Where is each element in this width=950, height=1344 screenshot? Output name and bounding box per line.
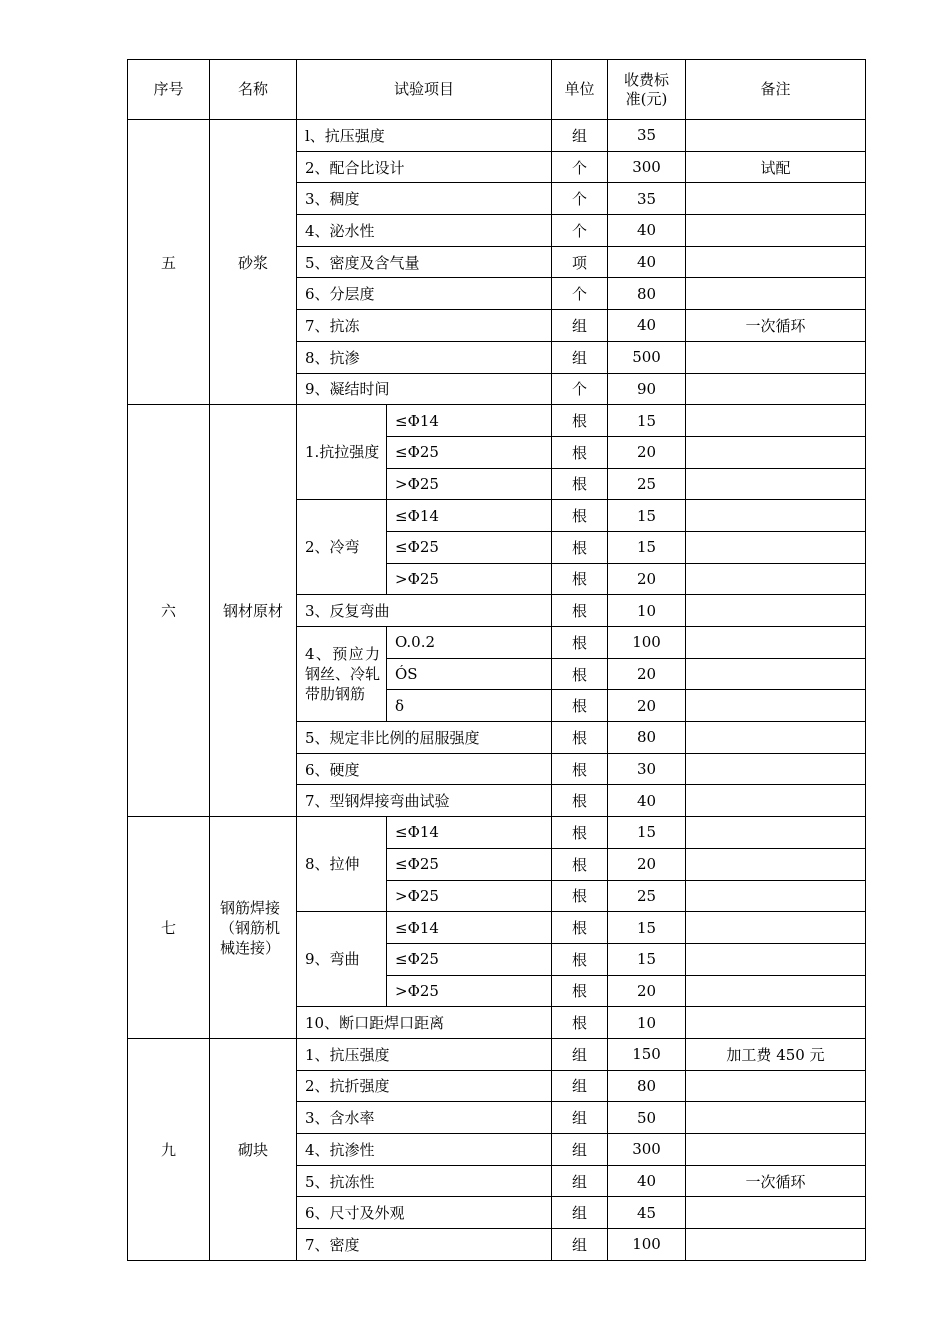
unit-cell: 组 bbox=[552, 120, 608, 152]
note-cell bbox=[686, 1007, 866, 1039]
fee-cell: 35 bbox=[608, 183, 686, 215]
fee-cell: 150 bbox=[608, 1038, 686, 1070]
unit-cell: 组 bbox=[552, 1102, 608, 1134]
note-cell bbox=[686, 1070, 866, 1102]
note-cell bbox=[686, 627, 866, 659]
fee-cell: 90 bbox=[608, 373, 686, 405]
unit-cell: 组 bbox=[552, 1229, 608, 1261]
unit-cell: 根 bbox=[552, 468, 608, 500]
fee-cell: 20 bbox=[608, 563, 686, 595]
header-item: 试验项目 bbox=[297, 60, 552, 120]
fee-cell: 15 bbox=[608, 405, 686, 437]
unit-cell: 根 bbox=[552, 880, 608, 912]
note-cell bbox=[686, 500, 866, 532]
fee-cell: 45 bbox=[608, 1197, 686, 1229]
unit-cell: 根 bbox=[552, 975, 608, 1007]
header-note: 备注 bbox=[686, 60, 866, 120]
fee-cell: 40 bbox=[608, 785, 686, 817]
unit-cell: 组 bbox=[552, 1165, 608, 1197]
test-item-group: 2、冷弯 bbox=[297, 500, 387, 595]
note-cell bbox=[686, 975, 866, 1007]
note-cell bbox=[686, 690, 866, 722]
fee-cell: 40 bbox=[608, 310, 686, 342]
note-cell bbox=[686, 373, 866, 405]
fee-cell: 20 bbox=[608, 848, 686, 880]
note-cell bbox=[686, 246, 866, 278]
fee-cell: 20 bbox=[608, 436, 686, 468]
note-cell bbox=[686, 531, 866, 563]
fee-cell: 100 bbox=[608, 627, 686, 659]
test-item-group: 9、弯曲 bbox=[297, 912, 387, 1007]
test-item-group: 4、预应力钢丝、冷轧带肋钢筋 bbox=[297, 627, 387, 722]
unit-cell: 根 bbox=[552, 785, 608, 817]
fee-cell: 15 bbox=[608, 912, 686, 944]
fee-cell: 80 bbox=[608, 1070, 686, 1102]
fee-cell: 100 bbox=[608, 1229, 686, 1261]
note-cell bbox=[686, 341, 866, 373]
spec-cell: ≤Φ25 bbox=[387, 531, 552, 563]
header-seq: 序号 bbox=[128, 60, 210, 120]
unit-cell: 组 bbox=[552, 310, 608, 342]
section-seq: 五 bbox=[128, 120, 210, 405]
spec-cell: >Φ25 bbox=[387, 468, 552, 500]
unit-cell: 组 bbox=[552, 341, 608, 373]
test-item: 6、分层度 bbox=[297, 278, 552, 310]
header-fee: 收费标准(元) bbox=[608, 60, 686, 120]
unit-cell: 根 bbox=[552, 658, 608, 690]
unit-cell: 根 bbox=[552, 405, 608, 437]
note-cell bbox=[686, 183, 866, 215]
note-cell bbox=[686, 785, 866, 817]
fee-cell: 10 bbox=[608, 1007, 686, 1039]
fee-cell: 20 bbox=[608, 658, 686, 690]
fee-cell: 500 bbox=[608, 341, 686, 373]
unit-cell: 个 bbox=[552, 215, 608, 247]
note-cell bbox=[686, 563, 866, 595]
note-cell bbox=[686, 1229, 866, 1261]
test-item: 7、抗冻 bbox=[297, 310, 552, 342]
note-cell bbox=[686, 753, 866, 785]
section-seq: 六 bbox=[128, 405, 210, 817]
note-cell bbox=[686, 658, 866, 690]
unit-cell: 组 bbox=[552, 1038, 608, 1070]
note-cell bbox=[686, 943, 866, 975]
header-row bbox=[128, 60, 866, 120]
unit-cell: 根 bbox=[552, 531, 608, 563]
spec-cell: >Φ25 bbox=[387, 563, 552, 595]
fee-cell: 25 bbox=[608, 880, 686, 912]
test-item: 8、抗渗 bbox=[297, 341, 552, 373]
section-seq: 九 bbox=[128, 1038, 210, 1260]
test-item: 1、抗压强度 bbox=[297, 1038, 552, 1070]
unit-cell: 组 bbox=[552, 1197, 608, 1229]
fee-cell: 80 bbox=[608, 278, 686, 310]
fee-cell: 35 bbox=[608, 120, 686, 152]
fee-cell: 50 bbox=[608, 1102, 686, 1134]
note-cell bbox=[686, 1197, 866, 1229]
test-item: 7、密度 bbox=[297, 1229, 552, 1261]
unit-cell: 组 bbox=[552, 1070, 608, 1102]
test-item: 5、规定非比例的屈服强度 bbox=[297, 722, 552, 754]
fee-cell: 15 bbox=[608, 531, 686, 563]
test-item: 3、含水率 bbox=[297, 1102, 552, 1134]
table-row bbox=[128, 817, 866, 849]
note-cell bbox=[686, 215, 866, 247]
fee-cell: 300 bbox=[608, 1134, 686, 1166]
unit-cell: 个 bbox=[552, 278, 608, 310]
section-seq: 七 bbox=[128, 817, 210, 1039]
unit-cell: 组 bbox=[552, 1134, 608, 1166]
note-cell bbox=[686, 880, 866, 912]
unit-cell: 根 bbox=[552, 753, 608, 785]
note-cell bbox=[686, 120, 866, 152]
spec-cell: ≤Φ25 bbox=[387, 436, 552, 468]
note-cell bbox=[686, 405, 866, 437]
spec-cell: ÓS bbox=[387, 658, 552, 690]
fee-cell: 80 bbox=[608, 722, 686, 754]
test-item-group: 8、拉伸 bbox=[297, 817, 387, 912]
unit-cell: 根 bbox=[552, 912, 608, 944]
unit-cell: 根 bbox=[552, 943, 608, 975]
unit-cell: 根 bbox=[552, 563, 608, 595]
note-cell bbox=[686, 1134, 866, 1166]
test-item: 3、稠度 bbox=[297, 183, 552, 215]
spec-cell: δ bbox=[387, 690, 552, 722]
test-item: 6、尺寸及外观 bbox=[297, 1197, 552, 1229]
spec-cell: ≤Φ25 bbox=[387, 848, 552, 880]
fee-cell: 10 bbox=[608, 595, 686, 627]
note-cell bbox=[686, 817, 866, 849]
unit-cell: 个 bbox=[552, 373, 608, 405]
header-name: 名称 bbox=[210, 60, 297, 120]
section-name: 钢材原材 bbox=[210, 405, 297, 817]
note-cell bbox=[686, 1102, 866, 1134]
test-item: 5、密度及含气量 bbox=[297, 246, 552, 278]
unit-cell: 根 bbox=[552, 627, 608, 659]
unit-cell: 根 bbox=[552, 436, 608, 468]
test-item: 2、配合比设计 bbox=[297, 151, 552, 183]
table-row bbox=[128, 1038, 866, 1070]
note-cell: 试配 bbox=[686, 151, 866, 183]
note-cell bbox=[686, 595, 866, 627]
test-item: 7、型钢焊接弯曲试验 bbox=[297, 785, 552, 817]
spec-cell: >Φ25 bbox=[387, 975, 552, 1007]
note-cell bbox=[686, 436, 866, 468]
spec-cell: ≤Φ25 bbox=[387, 943, 552, 975]
note-cell bbox=[686, 848, 866, 880]
unit-cell: 根 bbox=[552, 690, 608, 722]
test-item: 10、断口距焊口距离 bbox=[297, 1007, 552, 1039]
header-unit: 单位 bbox=[552, 60, 608, 120]
fee-cell: 20 bbox=[608, 690, 686, 722]
spec-cell: >Φ25 bbox=[387, 880, 552, 912]
section-name: 砌块 bbox=[210, 1038, 297, 1260]
note-cell bbox=[686, 912, 866, 944]
fee-cell: 30 bbox=[608, 753, 686, 785]
fee-cell: 15 bbox=[608, 817, 686, 849]
fee-cell: 40 bbox=[608, 215, 686, 247]
note-cell bbox=[686, 278, 866, 310]
note-cell: 一次循环 bbox=[686, 310, 866, 342]
test-item: 2、抗折强度 bbox=[297, 1070, 552, 1102]
test-item: 3、反复弯曲 bbox=[297, 595, 552, 627]
spec-cell: ≤Φ14 bbox=[387, 500, 552, 532]
test-item: 4、抗渗性 bbox=[297, 1134, 552, 1166]
unit-cell: 个 bbox=[552, 183, 608, 215]
test-item: 6、硬度 bbox=[297, 753, 552, 785]
unit-cell: 个 bbox=[552, 151, 608, 183]
table-row bbox=[128, 120, 866, 152]
fee-cell: 40 bbox=[608, 246, 686, 278]
section-name: 砂浆 bbox=[210, 120, 297, 405]
fee-standard-table bbox=[127, 59, 866, 1261]
fee-cell: 20 bbox=[608, 975, 686, 1007]
test-item: 4、泌水性 bbox=[297, 215, 552, 247]
fee-cell: 25 bbox=[608, 468, 686, 500]
table-row bbox=[128, 405, 866, 437]
note-cell bbox=[686, 722, 866, 754]
fee-cell: 15 bbox=[608, 500, 686, 532]
fee-cell: 40 bbox=[608, 1165, 686, 1197]
spec-cell: ≤Φ14 bbox=[387, 817, 552, 849]
fee-cell: 15 bbox=[608, 943, 686, 975]
test-item: 5、抗冻性 bbox=[297, 1165, 552, 1197]
unit-cell: 根 bbox=[552, 500, 608, 532]
spec-cell: ≤Φ14 bbox=[387, 405, 552, 437]
test-item: l、抗压强度 bbox=[297, 120, 552, 152]
section-name: 钢筋焊接（钢筋机械连接） bbox=[210, 817, 297, 1039]
test-item-group: 1.抗拉强度 bbox=[297, 405, 387, 500]
unit-cell: 根 bbox=[552, 722, 608, 754]
note-cell: 加工费 450 元 bbox=[686, 1038, 866, 1070]
note-cell: 一次循环 bbox=[686, 1165, 866, 1197]
unit-cell: 根 bbox=[552, 817, 608, 849]
unit-cell: 根 bbox=[552, 595, 608, 627]
spec-cell: ≤Φ14 bbox=[387, 912, 552, 944]
note-cell bbox=[686, 468, 866, 500]
unit-cell: 根 bbox=[552, 1007, 608, 1039]
fee-cell: 300 bbox=[608, 151, 686, 183]
unit-cell: 根 bbox=[552, 848, 608, 880]
unit-cell: 项 bbox=[552, 246, 608, 278]
test-item: 9、凝结时间 bbox=[297, 373, 552, 405]
spec-cell: O.0.2 bbox=[387, 627, 552, 659]
